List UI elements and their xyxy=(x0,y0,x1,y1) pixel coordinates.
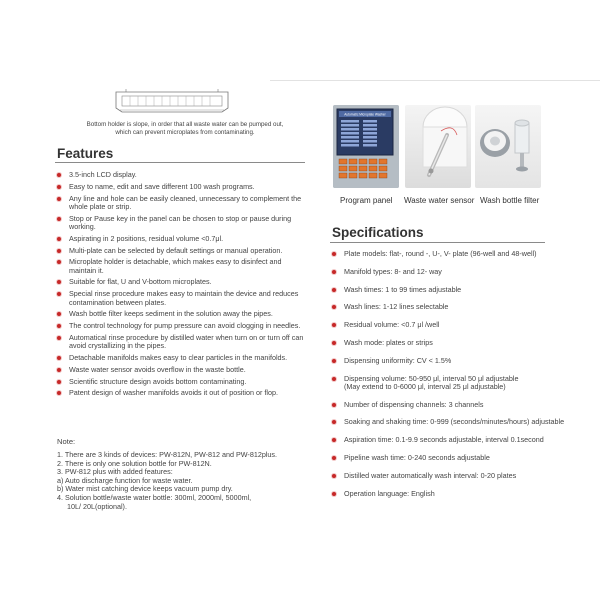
specifications-divider xyxy=(330,242,545,243)
spec-item: Wash lines: 1-12 lines selectable xyxy=(332,303,572,311)
program-panel-image xyxy=(333,105,399,188)
note-line: 3. PW-812 plus with added features: xyxy=(57,467,173,477)
feature-item: Microplate holder is detachable, which makes easy to disinfect and maintain it. xyxy=(57,258,307,275)
wash-bottle-filter-label: Wash bottle filter xyxy=(480,196,540,205)
note-line: 10L/ 20L(optional). xyxy=(67,501,127,511)
spec-item: Operation language: English xyxy=(332,490,572,498)
feature-item: Waste water sensor avoids overflow in the waste bottle. xyxy=(57,366,307,374)
feature-item: Multi-plate can be selected by default settings or manual operation. xyxy=(57,247,307,255)
bullet-icon xyxy=(332,341,336,345)
spec-item: Plate models: flat-, round -, U-, V- plate (96-well and 48-well) xyxy=(332,250,572,258)
header-divider xyxy=(270,80,600,81)
note-line: 2. There is only one solution bottle for PW-812N. xyxy=(57,458,212,468)
filter-icon xyxy=(475,105,541,188)
waste-water-sensor-label: Waste water sensor xyxy=(404,196,475,205)
bullet-icon xyxy=(57,324,61,328)
specifications-list xyxy=(332,250,572,498)
panel-screen-title: Automatic Microplate Washer xyxy=(344,112,386,117)
spec-item: Pipeline wash time: 0-240 seconds adjustable xyxy=(332,454,572,462)
bullet-icon xyxy=(57,391,61,395)
bullet-icon xyxy=(332,288,336,292)
bullet-icon xyxy=(57,197,61,201)
bullet-icon xyxy=(332,270,336,274)
feature-item: Automatical rinse procedure by distilled water when turn on or turn off can avoid crystallizing in the pipes. xyxy=(57,334,307,351)
spec-item: Manifold types: 8- and 12- way xyxy=(332,268,572,276)
feature-item: Detachable manifolds makes easy to clear particles in the manifolds. xyxy=(57,354,307,362)
bullet-icon xyxy=(332,456,336,460)
bullet-icon xyxy=(57,260,61,264)
bullet-icon xyxy=(332,359,336,363)
lcd-panel-icon xyxy=(333,105,399,188)
bullet-icon xyxy=(332,420,336,424)
note-line: 1. There are 3 kinds of devices: PW-812N, PW-812 and PW-812plus. xyxy=(57,450,277,459)
bullet-icon xyxy=(57,368,61,372)
feature-item: 3.5-inch LCD display. xyxy=(57,171,307,179)
bullet-icon xyxy=(57,173,61,177)
bullet-icon xyxy=(332,474,336,478)
notes-list xyxy=(57,451,307,511)
bullet-icon xyxy=(57,380,61,384)
note-line: a) Auto discharge function for waste water. xyxy=(57,475,193,485)
note-heading: Note: xyxy=(57,437,76,446)
bullet-icon xyxy=(332,403,336,407)
feature-item: Scientific structure design avoids bottom contaminating. xyxy=(57,378,307,386)
note-line: b) Water mist catching device keeps vacuum pump dry. xyxy=(57,484,233,494)
spec-item: Dispensing volume: 50-950 μl, interval 50 μl adjustable (May extend to 0-6000 μl, interval 25 μl adjustable) xyxy=(332,375,572,392)
microplate-holder-diagram xyxy=(112,88,232,118)
bullet-icon xyxy=(332,438,336,442)
bullet-icon xyxy=(57,280,61,284)
feature-item: Suitable for flat, U and V-bottom microplates. xyxy=(57,278,307,286)
features-list xyxy=(57,171,307,398)
diagram-caption: Bottom holder is slope, in order that all waste water can be pumped out, which can prevent microplates from contaminating. xyxy=(86,121,284,136)
feature-item: Any line and hole can be easily cleaned, unnecessary to complement the whole plate or strip. xyxy=(57,195,307,212)
bullet-icon xyxy=(57,217,61,221)
program-panel-label: Program panel xyxy=(340,196,393,205)
spec-item: Soaking and shaking time: 0-999 (seconds/minutes/hours) adjustable xyxy=(332,418,572,426)
bullet-icon xyxy=(57,336,61,340)
bullet-icon xyxy=(332,323,336,327)
feature-item: Easy to name, edit and save different 100 wash programs. xyxy=(57,183,307,191)
spec-item: Aspiration time: 0.1-9.9 seconds adjustable, interval 0.1second xyxy=(332,436,572,444)
sensor-icon xyxy=(405,105,471,188)
spec-item: Wash times: 1 to 99 times adjustable xyxy=(332,286,572,294)
spec-item: Dispensing uniformity: CV < 1.5% xyxy=(332,357,572,365)
bullet-icon xyxy=(332,377,336,381)
feature-item: Stop or Pause key in the panel can be chosen to stop or pause during working. xyxy=(57,215,307,232)
bullet-icon xyxy=(57,249,61,253)
bullet-icon xyxy=(332,252,336,256)
bullet-icon xyxy=(57,185,61,189)
spec-item: Wash mode: plates or strips xyxy=(332,339,572,347)
specifications-heading: Specifications xyxy=(332,225,424,240)
feature-item: The control technology for pump pressure can avoid clogging in needles. xyxy=(57,322,307,330)
waste-water-sensor-image xyxy=(405,105,471,188)
bullet-icon xyxy=(57,312,61,316)
feature-item: Wash bottle filter keeps sediment in the solution away the pipes. xyxy=(57,310,307,318)
feature-item: Aspirating in 2 positions, residual volume <0.7μl. xyxy=(57,235,307,243)
bullet-icon xyxy=(57,356,61,360)
bullet-icon xyxy=(332,305,336,309)
bullet-icon xyxy=(57,292,61,296)
feature-item: Special rinse procedure makes easy to maintain the device and reduces contamination between plates. xyxy=(57,290,307,307)
bullet-icon xyxy=(332,492,336,496)
spec-item: Distilled water automatically wash interval: 0-20 plates xyxy=(332,472,572,480)
wash-bottle-filter-image xyxy=(475,105,541,188)
note-line: 4. Solution bottle/waste water bottle: 300ml, 2000ml, 5000ml, xyxy=(57,492,252,502)
feature-item: Patent design of washer manifolds avoids it out of position or flop. xyxy=(57,389,307,397)
features-divider xyxy=(55,162,305,163)
bullet-icon xyxy=(57,237,61,241)
features-heading: Features xyxy=(57,146,114,161)
spec-item: Number of dispensing channels: 3 channels xyxy=(332,401,572,409)
spec-item: Residual volume: <0.7 μl /well xyxy=(332,321,572,329)
